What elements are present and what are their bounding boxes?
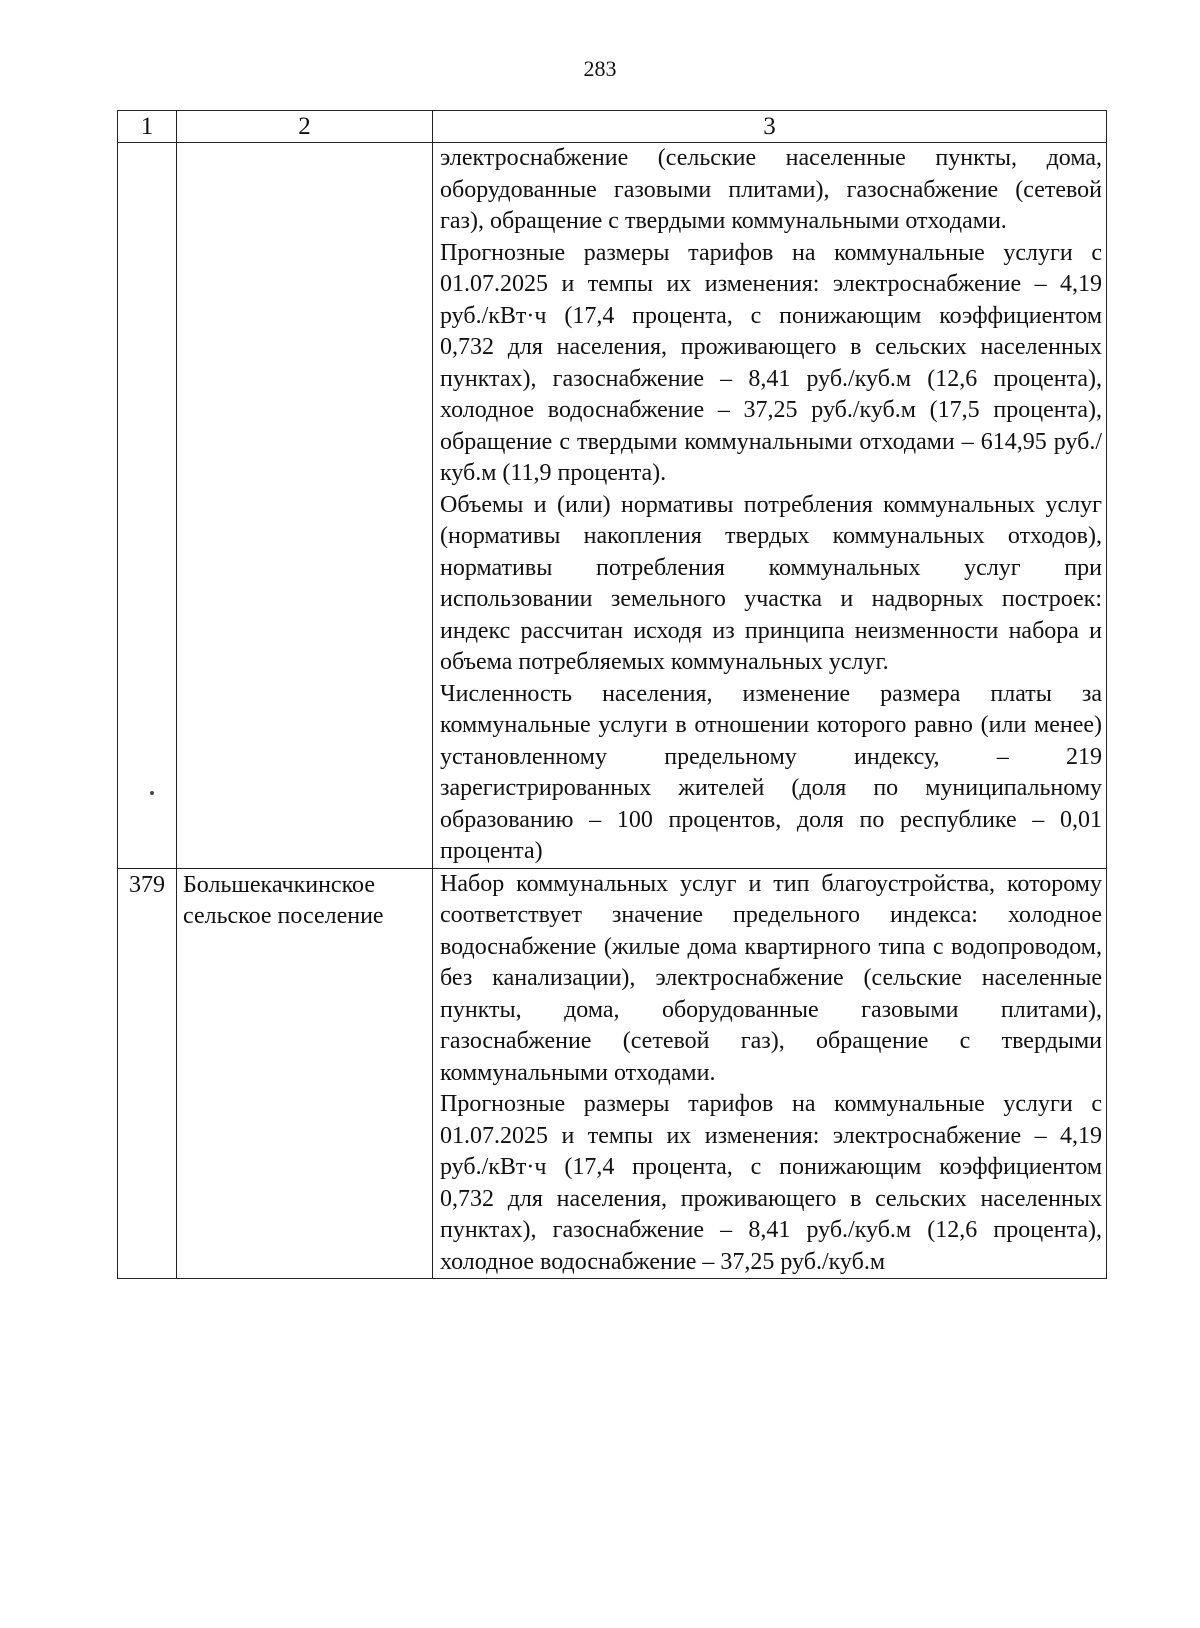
- settlement-name: [177, 143, 433, 869]
- header-col-3: 3: [433, 111, 1107, 143]
- header-col-2: 2: [177, 111, 433, 143]
- scan-speck: [150, 791, 154, 795]
- header-row: [118, 111, 1107, 143]
- row-description: [433, 868, 1107, 1279]
- page-number: 283: [583, 56, 617, 81]
- paragraph: Численность населения, изменение размера платы за коммунальные услуги в отношении которого равно (или менее) установленному предельному индексу, – 219 зарегистрированных жителей (доля по муниципальному образованию – 100 процентов, доля по республике – 0,01 процента): [440, 680, 1102, 864]
- row-description: [433, 143, 1107, 869]
- paragraph: Объемы и (или) нормативы потребления коммунальных услуг (нормативы накопления твердых коммунальных отходов), нормативы потребления коммунальных услуг при использовании земельного участка и надворных построек: индекс рассчитан исходя из принципа неизменности набора и объема потребляемых коммунальных услуг.: [440, 491, 1102, 675]
- table-row: [118, 143, 1107, 869]
- paragraph: электроснабжение (сельские населенные пункты, дома, оборудованные газовыми плитами), газоснабжение (сетевой газ), обращение с твердыми коммунальными отходами.: [440, 145, 1102, 234]
- paragraph: Прогнозные размеры тарифов на коммунальные услуги с 01.07.2025 и темпы их изменения: электроснабжение – 4,19 руб./кВт·ч (17,4 процента, с понижающим коэффициентом 0,732 для населения, проживающего в сельских населенных пунктах), газоснабжение – 8,41 руб./куб.м (12,6 процента), холодное водоснабжение – 37,25 руб./куб.м: [440, 1091, 1102, 1275]
- row-number: [118, 143, 177, 869]
- settlement-name: Большекачкинское сельское поселение: [177, 868, 433, 1279]
- paragraph: Набор коммунальных услуг и тип благоустройства, которому соответствует значение предельного индекса: холодное водоснабжение (жилые дома квартирного типа с водопроводом, без канализации), электроснабжение (сельские населенные пункты, дома, оборудованные газовыми плитами), газоснабжение (сетевой газ), обращение с твердыми коммунальными отходами.: [440, 870, 1102, 1086]
- tariff-table: [117, 110, 1107, 1279]
- table-row: [118, 868, 1107, 1279]
- header-col-1: 1: [118, 111, 177, 143]
- row-number: 379: [118, 868, 177, 1279]
- paragraph: Прогнозные размеры тарифов на коммунальные услуги с 01.07.2025 и темпы их изменения: электроснабжение – 4,19 руб./кВт·ч (17,4 процента, с понижающим коэффициентом 0,732 для населения, проживающего в сельских населенных пунктах), газоснабжение – 8,41 руб./куб.м (12,6 процента), холодное водоснабжение – 37,25 руб./куб.м (17,5 процента), обращение с твердыми коммунальными отходами – 614,95 руб./куб.м (11,9 процента).: [440, 239, 1102, 486]
